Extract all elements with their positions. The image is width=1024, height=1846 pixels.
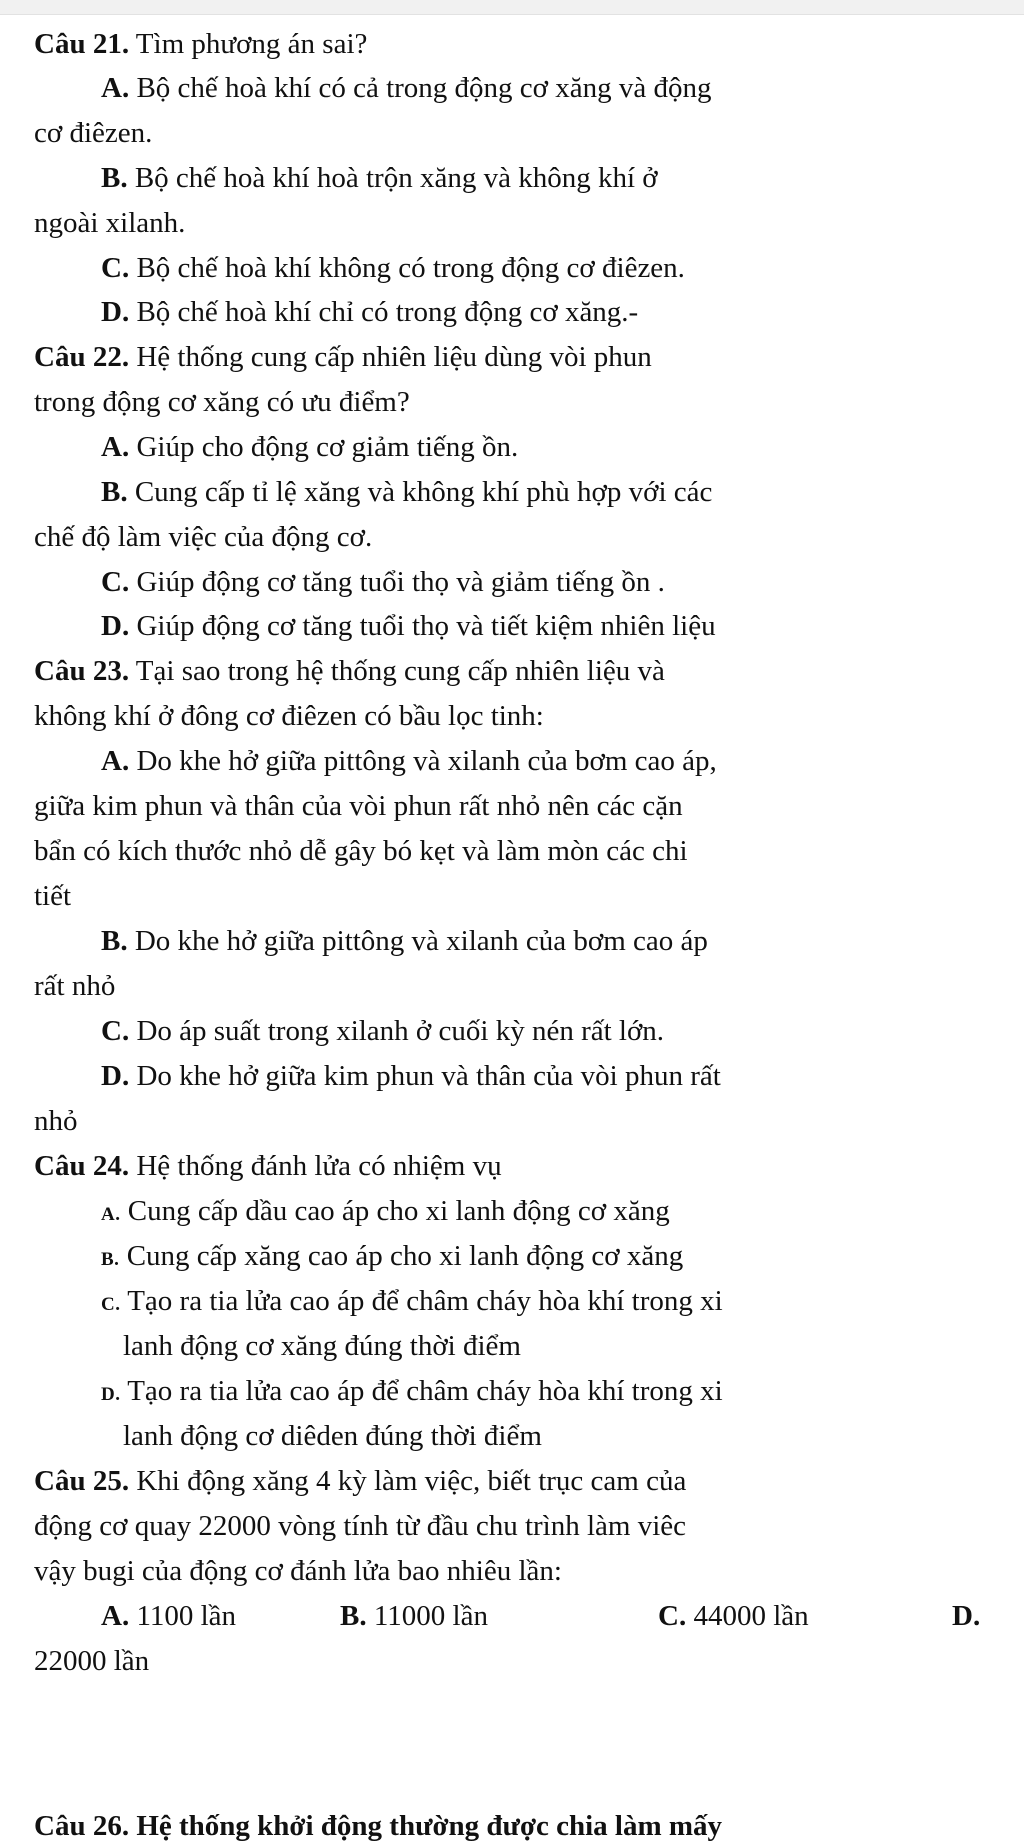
q21-option-b-cont: ngoài xilanh. [34, 207, 186, 239]
q23-stem-cont: không khí ở đông cơ điêzen có bầu lọc tinh: [34, 700, 544, 732]
q24-option-c: C. Tạo ra tia lửa cao áp để châm cháy hòa khí trong xi [101, 1285, 723, 1317]
q23-option-a: A. Do khe hở giữa pittông và xilanh của bơm cao áp, [101, 745, 717, 777]
q22-option-b: B. Cung cấp tỉ lệ xăng và không khí phù hợp với các [101, 476, 713, 508]
q23-option-c: C. Do áp suất trong xilanh ở cuối kỳ nén rất lớn. [101, 1015, 665, 1047]
q25-option-d-value: 22000 lần [34, 1645, 150, 1677]
q22-stem-cont: trong động cơ xăng có ưu điểm? [34, 386, 410, 418]
q21-option-a: A. Bộ chế hoà khí có cả trong động cơ xăng và động [101, 72, 712, 104]
q21-option-a-cont: cơ điêzen. [34, 117, 153, 149]
q23-option-b-cont: rất nhỏ [34, 970, 116, 1002]
q22-option-a: A. Giúp cho động cơ giảm tiếng ồn. [101, 431, 519, 463]
q22-stem: Câu 22. Hệ thống cung cấp nhiên liệu dùng vòi phun [34, 341, 652, 373]
q25-stem-cont-2: vậy bugi của động cơ đánh lửa bao nhiêu lần: [34, 1555, 562, 1587]
q24-option-d-cont: lanh động cơ diêden đúng thời điểm [123, 1420, 542, 1452]
q25-option-c: C. 44000 lần [658, 1600, 809, 1632]
q26-partial-stem: Câu 26. Hệ thống khởi động thường được chia làm mấy [34, 1810, 723, 1842]
q23-option-d: D. Do khe hở giữa kim phun và thân của vòi phun rất [101, 1060, 721, 1092]
q24-option-d: D. Tạo ra tia lửa cao áp để châm cháy hòa khí trong xi [101, 1375, 723, 1407]
q24-option-c-cont: lanh động cơ xăng đúng thời điểm [123, 1330, 521, 1362]
q23-option-a-cont-3: tiết [34, 880, 72, 912]
q24-option-a: A. Cung cấp dầu cao áp cho xi lanh động cơ xăng [101, 1195, 670, 1227]
q21-option-b: B. Bộ chế hoà khí hoà trộn xăng và không khí ở [101, 162, 658, 194]
q22-option-c: C. Giúp động cơ tăng tuổi thọ và giảm tiếng ồn . [101, 566, 665, 598]
q21-option-d: D. Bộ chế hoà khí chỉ có trong động cơ xăng.- [101, 296, 639, 328]
q25-stem-cont-1: động cơ quay 22000 vòng tính từ đầu chu trình làm viêc [34, 1510, 687, 1542]
q23-option-a-cont-1: giữa kim phun và thân của vòi phun rất nhỏ nên các cặn [34, 790, 683, 822]
q22-option-b-cont: chế độ làm việc của động cơ. [34, 521, 373, 553]
q25-stem: Câu 25. Khi động xăng 4 kỳ làm việc, biết trục cam của [34, 1465, 687, 1497]
q22-option-d: D. Giúp động cơ tăng tuổi thọ và tiết kiệm nhiên liệu [101, 610, 716, 642]
q23-stem: Câu 23. Tại sao trong hệ thống cung cấp nhiên liệu và [34, 655, 665, 687]
q23-option-d-cont: nhỏ [34, 1105, 78, 1137]
q23-option-a-cont-2: bẩn có kích thước nhỏ dễ gây bó kẹt và làm mòn các chi [34, 835, 688, 867]
q23-option-b: B. Do khe hở giữa pittông và xilanh của bơm cao áp [101, 925, 708, 957]
q25-option-d-label: D. [952, 1600, 981, 1632]
q24-option-b: B. Cung cấp xăng cao áp cho xi lanh động cơ xăng [101, 1240, 684, 1272]
q24-stem: Câu 24. Hệ thống đánh lửa có nhiệm vụ [34, 1150, 502, 1182]
q25-option-a: A. 1100 lần [101, 1600, 237, 1632]
q25-option-b: B. 11000 lần [340, 1600, 488, 1632]
q21-option-c: C. Bộ chế hoà khí không có trong động cơ điêzen. [101, 252, 685, 284]
q21-stem: Câu 21. Tìm phương án sai? [34, 28, 368, 60]
